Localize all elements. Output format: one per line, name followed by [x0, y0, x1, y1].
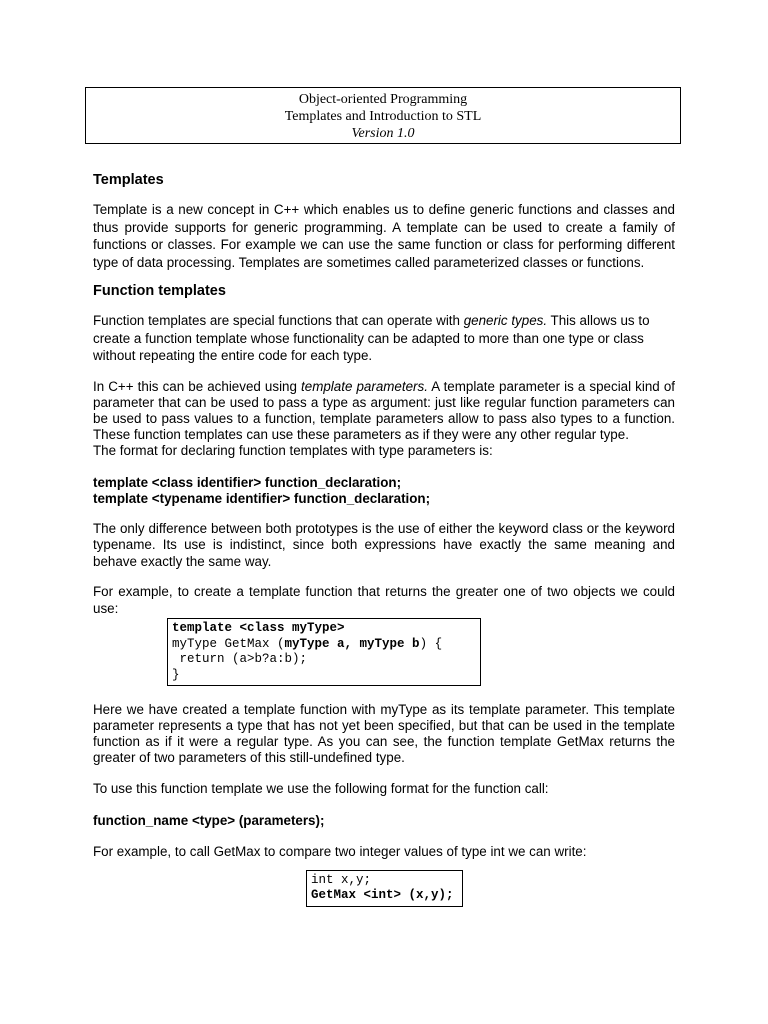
- section-heading-templates: Templates: [93, 172, 164, 188]
- template-signature-typename: template <typename identifier> function_declaration;: [93, 490, 431, 506]
- paragraph-call-example-intro: For example, to call GetMax to compare two integer values of type int we can write:: [93, 844, 587, 859]
- code-block-getmax-call: [306, 870, 463, 907]
- paragraph-call-format-intro: To use this function template we use the following format for the function call:: [93, 781, 549, 796]
- paragraph-example-intro: For example, to create a template function that returns the greater one of two objects we could use:: [93, 584, 675, 616]
- paragraph-generic-types: Function templates are special functions that can operate with generic types. This allows us to create a function template whose functionality can be adapted to more than one type or class without repeating the entire code for each type.: [93, 313, 650, 363]
- code-line: }: [172, 667, 180, 682]
- code-line: myType GetMax (myType a, myType b) {: [172, 636, 443, 651]
- function-call-format: function_name <type> (parameters);: [93, 812, 325, 828]
- paragraph-template-parameters: In C++ this can be achieved using template parameters. A template parameter is a special kind of parameter that can be used to pass a type as argument: just like regular function parameters can be used to pass values to a function, template parameters allow to pass also types to a function. These function templates can use these parameters as if they were any other regular type.: [93, 378, 676, 442]
- course-title: Object-oriented Programming: [298, 92, 468, 107]
- keyword-typename: typename: [93, 537, 152, 552]
- code-line: template <class myType>: [172, 621, 345, 635]
- document-header: [85, 87, 681, 144]
- code-line: return (a>b?a:b);: [172, 652, 308, 666]
- keyword-mytype: myType: [380, 702, 428, 717]
- document-title: Templates and Introduction to STL: [284, 109, 482, 124]
- keyword-class: class: [552, 520, 583, 536]
- template-signature-class: template <class identifier> function_declaration;: [93, 474, 402, 490]
- document-body: [93, 170, 675, 907]
- code-line: GetMax <int> (x,y);: [311, 888, 454, 902]
- paragraph-format-intro: The format for declaring function templates with type parameters is:: [93, 442, 493, 458]
- code-block-getmax: [167, 618, 481, 686]
- version-label: Version 1.0: [351, 126, 415, 141]
- code-line: int x,y;: [311, 872, 372, 887]
- paragraph-mytype-explanation: Here we have created a template function with myType as its template parameter. This template parameter represents a type that has not yet been specified, but that can be used in the template function as if it were a regular type. As you can see, the function template GetMax returns the greater of two parameters of this still-undefined type.: [93, 702, 676, 765]
- section-heading-function-templates: Function templates: [93, 283, 226, 299]
- keyword-int: int: [490, 844, 505, 859]
- keyword-getmax: GetMax: [213, 844, 261, 859]
- templates-paragraph: Template is a new concept in C++ which enables us to define generic functions and classes and thus provide supports for generic programming. A template can be used to create a family of functions or classes. For example we can use the same function or class for performing different type of data processing. Templates are sometimes called parameterized classes or functions.: [93, 202, 675, 270]
- keyword-getmax: GetMax: [556, 734, 604, 749]
- paragraph-keyword-difference: The only difference between both prototypes is the use of either the keyword class or the keyword typename. Its use is indistinct, since both expressions have exactly the same meaning and behave exactly the same way.: [93, 520, 675, 569]
